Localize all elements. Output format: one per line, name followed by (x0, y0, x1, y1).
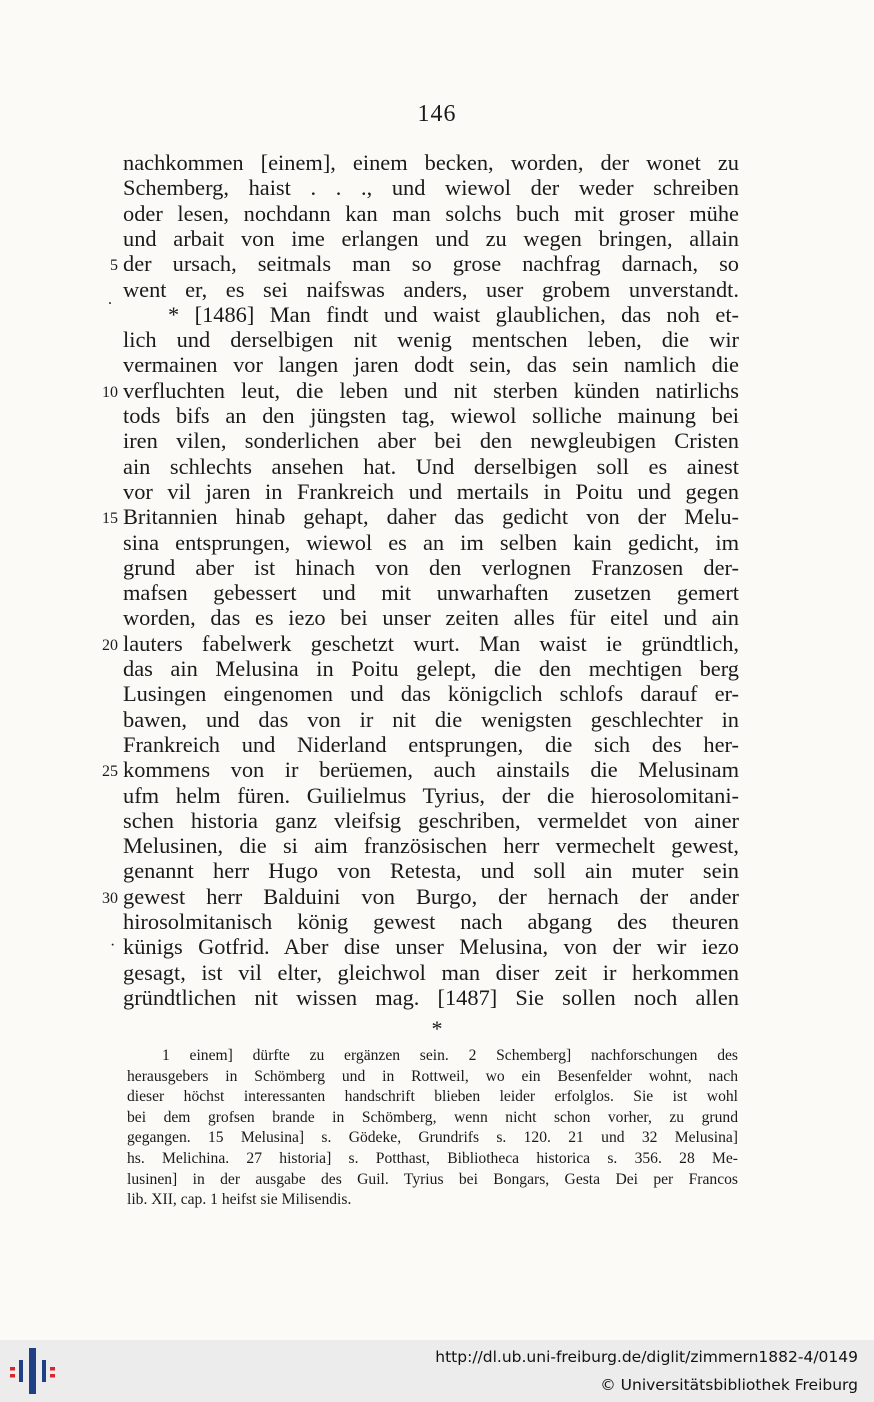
text-line: gewest herr Balduini von Burgo, der hernach der ander (123, 883, 739, 909)
footnote-line: bei dem grofsen brande in Schömberg, wenn nicht schon vorher, zu grund (127, 1108, 738, 1126)
text-line: Schemberg, haist . . ., und wiewol der weder schreiben (123, 175, 739, 201)
footnote-separator: * (431, 1016, 443, 1041)
footnote-line: lib. XII, cap. 1 heifst sie Milisendis. (127, 1191, 352, 1209)
text-line: künigs Gotfrid. Aber dise unser Melusina, von der wir iezo (123, 934, 739, 960)
line-number: 15 (102, 510, 118, 527)
text-line: lich und derselbigen nit wenig mentschen leben, die wir (123, 327, 739, 353)
margin-dot-mark: . (108, 291, 112, 308)
text-line: genannt herr Hugo von Retesta, und soll ain muter sein (123, 858, 739, 884)
text-line: kommens von ir berüemen, auch ainstails die Melusinam (123, 757, 739, 783)
text-line: Britannien hinab gehapt, daher das gedicht von der Melu- (123, 504, 739, 530)
page-number: 146 (417, 101, 457, 127)
text-line: lauters fabelwerk geschetzt wurt. Man waist ie gründtlich, (123, 630, 739, 656)
margin-dot-mark: · (110, 937, 116, 954)
text-line: hirosolmitanisch könig gewest nach abgang des theuren (123, 909, 739, 934)
line-number: 10 (102, 383, 118, 401)
text-line: iren vilen, sonderlichen aber bei den newgleubigen Cristen (123, 428, 739, 454)
copyright-notice: © Universitätsbibliothek Freiburg (600, 1376, 858, 1394)
text-line: Lusingen eingenomen und das königclich schlofs darauf er- (123, 681, 739, 707)
line-number: 20 (102, 636, 118, 654)
text-line: ufm helm füren. Guilielmus Tyrius, der die hierosolomitani- (123, 782, 739, 808)
text-line: sina entsprungen, wiewol es an im selben kain gedicht, im (123, 529, 739, 555)
text-line: vor vil jaren in Frankreich und mertails in Poitu und gegen (123, 478, 739, 504)
viewer-footer (0, 1340, 874, 1402)
text-line: oder lesen, nochdann kan man solchs buch mit groser mühe (123, 200, 739, 226)
text-line: went er, es sei naifswas anders, user grobem unverstandt. (123, 276, 739, 302)
line-number: 25 (102, 763, 118, 780)
text-line: mafsen gebessert und mit unwarhaften zusetzen gemert (123, 580, 739, 606)
text-line: tods bifs an den jüngsten tag, wiewol solliche mainung bei (123, 403, 739, 428)
text-line: verfluchten leut, die leben und nit sterben künden natirlichs (123, 377, 739, 403)
text-line: bawen, und das von ir nit die wenigsten geschlechter in (123, 706, 739, 732)
line-number: 5 (110, 257, 118, 274)
footnote-line: dieser höchst interessanten handschrift blieben leider erfolglos. Sie ist wohl (127, 1088, 738, 1106)
text-line: Melusinen, die si aim französischen herr vermechelt gewest, (123, 833, 739, 859)
text-line: der ursach, seitmals man so grose nachfrag darnach, so (123, 251, 739, 277)
footnote-line: lusinen] in der ausgabe des Guil. Tyrius bei Bongars, Gesta Dei per Francos (127, 1170, 738, 1188)
text-line: gesagt, ist vil elter, gleichwol man diser zeit ir herkommen (123, 959, 739, 985)
text-line: und arbait von ime erlangen und zu wegen bringen, allain (123, 225, 739, 251)
text-line: vermainen vor langen jaren dodt sein, das sein namlich die (123, 352, 739, 378)
text-line: ain schlechts ansehen hat. Und derselbigen soll es ainest (123, 453, 739, 479)
text-line: gründtlichen nit wissen mag. [1487] Sie sollen noch allen (123, 984, 739, 1010)
permalink-url[interactable]: http://dl.ub.uni-freiburg.de/diglit/zimmern1882-4/0149 (435, 1348, 858, 1366)
text-line: Frankreich und Niderland entsprungen, die sich des her- (123, 731, 739, 757)
line-number: 30 (102, 889, 118, 907)
text-line: nachkommen [einem], einem becken, worden, der wonet zu (123, 150, 739, 175)
text-line: schen historia ganz vleifsig geschriben, vermeldet von ainer (123, 807, 739, 833)
footnote-line: gegangen. 15 Melusina] s. Gödeke, Grundrifs s. 120. 21 und 32 Melusina] (127, 1129, 738, 1147)
text-line: das ain Melusina in Poitu gelept, die den mechtigen berg (123, 656, 739, 681)
footnote-line: herausgebers in Schömberg und in Rottweil, wo ein Besenfelder wohnt, nach (127, 1067, 738, 1085)
footnote-line: hs. Melichina. 27 historia] s. Potthast, Bibliotheca historica s. 356. 28 Me- (127, 1150, 738, 1167)
text-line: * [1486] Man findt und waist glaublichen, das noh et- (168, 301, 739, 327)
ub-freiburg-logo-icon (10, 1348, 56, 1394)
text-line: grund aber ist hinach von den verlognen Franzosen der- (123, 554, 739, 580)
footnote-line: 1 einem] dürfte zu ergänzen sein. 2 Schemberg] nachforschungen des (162, 1047, 738, 1064)
text-line: worden, das es iezo bei unser zeiten alles für eitel und ain (123, 605, 739, 631)
